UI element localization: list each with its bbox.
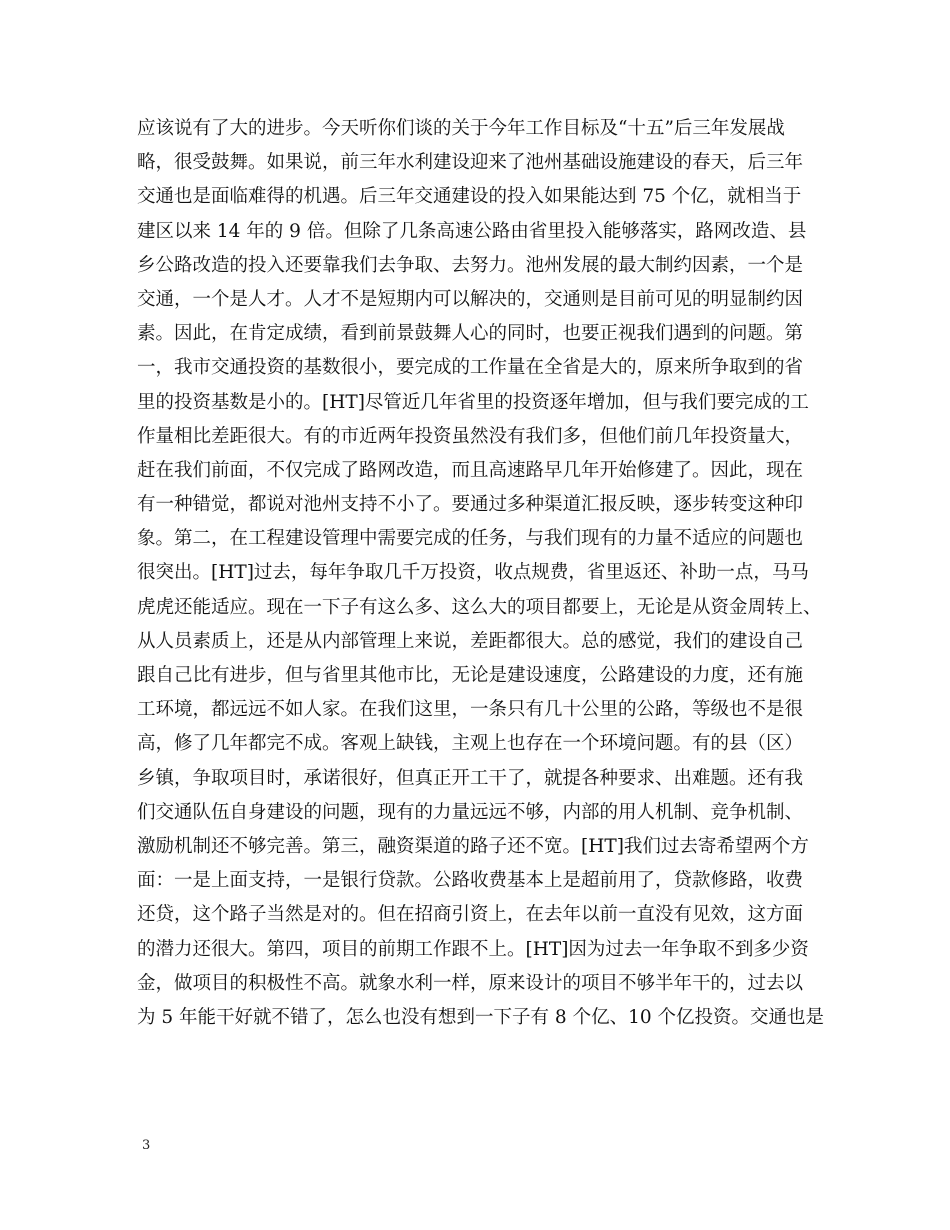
text-line: 素。因此，在肯定成绩，看到前景鼓舞人心的同时，也要正视我们遇到的问题。第 — [137, 323, 804, 345]
text-line: 乡镇，争取项目时，承诺很好，但真正开工干了，就提各种要求、出难题。还有我 — [137, 767, 804, 789]
text-line: 象。第二，在工程建设管理中需要完成的任务，与我们现有的力量不适应的问题也 — [137, 528, 804, 550]
text-line: 一，我市交通投资的基数很小，要完成的工作量在全省是大的，原来所争取到的省 — [137, 357, 804, 379]
text-line: 还贷，这个路子当然是对的。但在招商引资上，在去年以前一直没有见效，这方面 — [137, 904, 804, 926]
text-line: 们交通队伍自身建设的问题，现有的力量远远不够，内部的用人机制、竞争机制、 — [137, 801, 804, 823]
text-line: 有一种错觉，都说对池州支持不小了。要通过多种渠道汇报反映，逐步转变这种印 — [137, 494, 804, 516]
text-line: 为 5 年能干好就不错了，怎么也没有想到一下子有 8 个亿、10 个亿投资。交通也是 — [137, 1006, 824, 1028]
text-line: 乡公路改造的投入还要靠我们去争取、去努力。池州发展的最大制约因素，一个是 — [137, 254, 804, 276]
text-line: 赶在我们前面，不仅完成了路网改造，而且高速路早几年开始修建了。因此，现在 — [137, 459, 804, 481]
text-line: 很突出。[HT]过去，每年争取几千万投资，收点规费，省里返还、补助一点，马马 — [137, 562, 809, 584]
text-line: 面：一是上面支持，一是银行贷款。公路收费基本上是超前用了，贷款修路，收费 — [137, 870, 804, 892]
text-line: 工环境，都远远不如人家。在我们这里，一条只有几十公里的公路，等级也不是很 — [137, 699, 804, 721]
text-line: 激励机制还不够完善。第三，融资渠道的路子还不宽。[HT]我们过去寄希望两个方 — [137, 835, 809, 857]
body-text — [137, 112, 827, 1035]
text-line: 略，很受鼓舞。如果说，前三年水利建设迎来了池州基础设施建设的春天，后三年 — [137, 152, 804, 174]
text-line: 跟自己比有进步，但与省里其他市比，无论是建设速度，公路建设的力度，还有施 — [137, 665, 804, 686]
text-line: 交通也是面临难得的机遇。后三年交通建设的投入如果能达到 75 个亿，就相当于 — [137, 186, 802, 208]
page-number: 3 — [142, 1138, 151, 1153]
text-line: 从人员素质上，还是从内部管理上来说，差距都很大。总的感觉，我们的建设自己 — [137, 630, 804, 652]
text-line: 虎虎还能适应。现在一下子有这么多、这么大的项目都要上，无论是从资金周转上、 — [137, 596, 822, 618]
text-line: 作量相比差距很大。有的市近两年投资虽然没有我们多，但他们前几年投资量大， — [137, 425, 804, 447]
text-line: 高，修了几年都完不成。客观上缺钱，主观上也存在一个环境问题。有的县（区） — [137, 733, 804, 755]
text-line: 应该说有了大的进步。今天听你们谈的关于今年工作目标及“十五”后三年发展战 — [137, 118, 785, 139]
text-line: 交通，一个是人才。人才不是短期内可以解决的，交通则是目前可见的明显制约因 — [137, 288, 804, 310]
text-line: 金，做项目的积极性不高。就象水利一样，原来设计的项目不够半年干的，过去以 — [137, 972, 804, 994]
text-line: 的潜力还很大。第四，项目的前期工作跟不上。[HT]因为过去一年争取不到多少资 — [137, 938, 809, 960]
text-line: 建区以来 14 年的 9 倍。但除了几条高速公路由省里投入能够落实，路网改造、县 — [137, 220, 807, 242]
text-line: 里的投资基数是小的。[HT]尽管近几年省里的投资逐年增加，但与我们要完成的工 — [137, 391, 809, 413]
